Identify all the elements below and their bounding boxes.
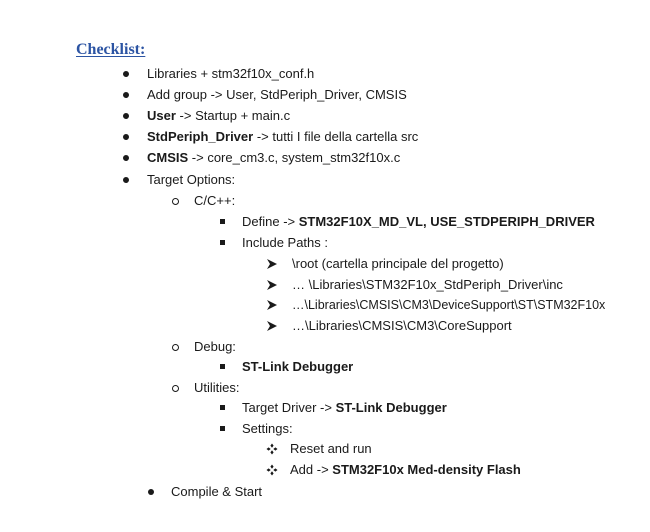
list-item-bold: STM32F10x Med-density Flash	[332, 462, 521, 477]
filled-circle-bullet-icon	[123, 177, 129, 183]
filled-circle-bullet-icon	[123, 71, 129, 77]
list-item-text	[147, 127, 418, 147]
list-item-bold: CMSIS	[147, 150, 189, 165]
list-item-text	[147, 106, 290, 126]
list-item-text	[147, 148, 400, 168]
list-item-text: …\Libraries\CMSIS\CM3\CoreSupport	[292, 318, 512, 333]
list-item-text: Add group -> User, StdPeriph_Driver, CMSIS	[147, 87, 407, 102]
filled-square-bullet-icon	[220, 405, 225, 410]
list-item-text: Reset and run	[290, 441, 372, 456]
list-item-text: C/C++:	[194, 193, 236, 208]
four-diamond-bullet-icon	[266, 443, 278, 455]
list-item-text: … \Libraries\STM32F10x_StdPeriph_Driver\inc	[292, 277, 563, 292]
hollow-circle-bullet-icon	[172, 385, 179, 392]
list-item-text: Utilities:	[194, 380, 240, 395]
list-item-rest: -> tutti I file della cartella src	[253, 129, 419, 144]
arrowhead-bullet-icon	[266, 299, 278, 311]
list-item-bold: ST-Link Debugger	[242, 359, 354, 374]
list-item-bold: STM32F10X_MD_VL, USE_STDPERIPH_DRIVER	[298, 214, 595, 229]
list-item-rest: Target Driver ->	[242, 400, 336, 415]
list-item-rest: -> core_cm3.c, system_stm32f10x.c	[188, 150, 401, 165]
hollow-circle-bullet-icon	[172, 198, 179, 205]
filled-square-bullet-icon	[220, 426, 225, 431]
four-diamond-bullet-icon	[266, 464, 278, 476]
list-item-rest: Define ->	[242, 214, 299, 229]
list-item-text: Debug:	[194, 339, 236, 354]
filled-circle-bullet-icon	[123, 92, 129, 98]
filled-square-bullet-icon	[220, 219, 225, 224]
list-item-rest: Add ->	[290, 462, 333, 477]
list-item-text: Settings:	[242, 421, 293, 436]
filled-circle-bullet-icon	[148, 489, 154, 495]
arrowhead-bullet-icon	[266, 320, 278, 332]
filled-square-bullet-icon	[220, 240, 225, 245]
list-item-text: Libraries + stm32f10x_conf.h	[147, 66, 315, 81]
list-item-text: Target Options:	[147, 172, 236, 187]
filled-circle-bullet-icon	[123, 134, 129, 140]
checklist-title: Checklist:	[76, 41, 146, 58]
filled-square-bullet-icon	[220, 364, 225, 369]
list-item-text: …\Libraries\CMSIS\CM3\DeviceSupport\ST\STM32F10x	[292, 298, 606, 312]
list-item-bold: User	[147, 108, 176, 123]
list-item-text	[242, 357, 353, 377]
list-item-text: Compile & Start	[171, 484, 263, 499]
list-item-text: \root (cartella principale del progetto)	[292, 256, 504, 271]
arrowhead-bullet-icon	[266, 258, 278, 270]
filled-circle-bullet-icon	[123, 113, 129, 119]
list-item-text	[290, 460, 521, 480]
list-item-rest: -> Startup + main.c	[175, 108, 291, 123]
list-item-bold: StdPeriph_Driver	[147, 129, 254, 144]
arrowhead-bullet-icon	[266, 279, 278, 291]
filled-circle-bullet-icon	[123, 155, 129, 161]
list-item-text: Include Paths :	[242, 235, 328, 250]
list-item-text	[242, 398, 447, 418]
hollow-circle-bullet-icon	[172, 344, 179, 351]
list-item-bold: ST-Link Debugger	[335, 400, 447, 415]
list-item-text	[242, 212, 595, 232]
